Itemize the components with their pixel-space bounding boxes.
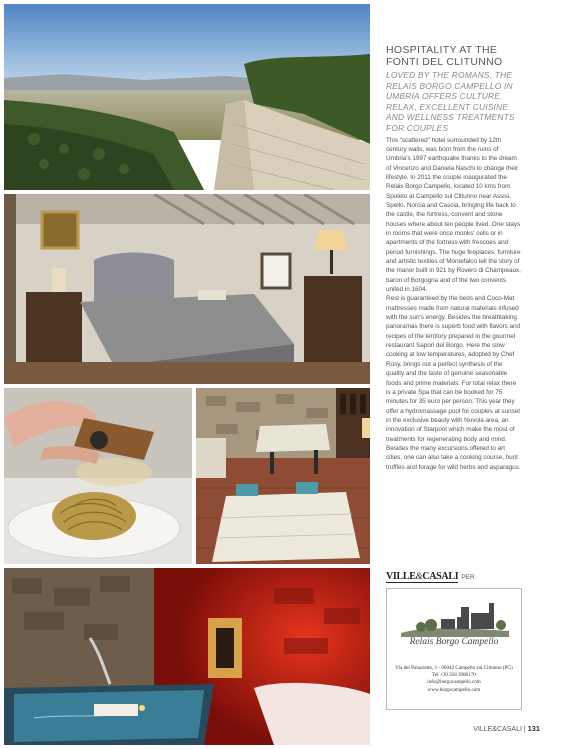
article-subheadline: LOVED BY THE ROMANS, THE RELAIS BORGO CAMPELLO IN UMBRIA OFFERS CULTURE, RELAX, EXCELLENT CUISINE AND WELLNESS TREATMENTS FOR COUPLES — [386, 70, 515, 133]
hotel-name: Relais Borgo Campello — [409, 637, 499, 647]
folio-magazine: VILLE&CASALI — [473, 726, 522, 733]
hotel-ad-box — [386, 588, 522, 710]
landscape-photo — [4, 4, 370, 190]
article-column — [386, 44, 522, 472]
page-number: 131 — [527, 724, 540, 733]
partner-logo-row — [386, 571, 475, 585]
magazine-logo-part2: CASALI — [422, 571, 459, 582]
bedroom-photo — [4, 194, 370, 384]
per-label: PER — [461, 574, 475, 581]
hotel-phone: Tel +39 328 3986170 — [432, 672, 476, 679]
body-paragraph-1: This "scattered" hotel surrounded by 12th century walls, was born from the ruins of Umbria's 1997 earthquake thanks to the dream of Vincenzo and Daniela Naschi to change their lifestyle. In 2011 the couple inaugurated the Relais Borgo Campello, located 10 kms from Spoleto at Campello sul Clitunno near Assisi, Spello, Norcia and Cascia, bringing life back to the castle, the fortress, convent and stone houses where about ten people lived. One stays in rooms that were once monks' cells or in apartments of the fortress with frescoes and period furnishings. The huge fireplaces, furniture and artistic textiles of Montefalco tell the story of the manor built in 921 by Rovero di Champeaux, baron of Borgogna and of the two convents united in 1604. — [386, 136, 521, 294]
restaurant-photo — [196, 388, 370, 564]
magazine-logo — [386, 571, 458, 583]
hotel-address: Via del Palazzetto, 1 - 06042 Campello sul Clitunno (PG) — [395, 665, 513, 671]
truffle-pasta-photo — [4, 388, 192, 564]
article-body — [386, 136, 522, 472]
body-paragraph-2: Rest is guaranteed by the beds and Coco-Mat mattresses made from natural materials infused with the sun's energy. Besides the breathtaking panoramas there is superb food with flavors and recipes of the territory prepared in the gourmet restaurant Sapori del Borgo. Here the slow cooking at low temperatures, adopted by Chef Rosy, brings out a perfect synthesis of the quality and the taste of genuine seasonable foods and prime materials. For total relax there is a private Spa that can be booked for 75 minutes for 35 euro per person. This year they offer a hydromassage pool for couples at sunset in the exclusive beauty with Nuvola area, an innovation of Starpool which make the most of treatments for regenerating body and mind. Besides the many excursions offered to art cities, one can also take a cooking course, hunt truffles and forage for wild herbs and asparagus. — [386, 295, 521, 471]
hotel-website[interactable]: www.borgocampello.com — [427, 686, 481, 693]
page-folio — [473, 724, 540, 733]
spa-photo — [4, 568, 370, 745]
article-headline — [386, 44, 522, 68]
headline-line-2: FONTI DEL CLITUNNO — [386, 56, 503, 68]
folio-separator: | — [523, 726, 526, 733]
headline-line-1: HOSPITALITY AT THE — [386, 44, 498, 56]
magazine-logo-part1: VILLE — [386, 571, 416, 582]
castle-sketch-icon — [401, 597, 509, 637]
hotel-contact — [387, 665, 521, 694]
magazine-logo-amp: & — [415, 571, 423, 581]
hotel-email[interactable]: info@borgocampello.com — [427, 679, 481, 686]
